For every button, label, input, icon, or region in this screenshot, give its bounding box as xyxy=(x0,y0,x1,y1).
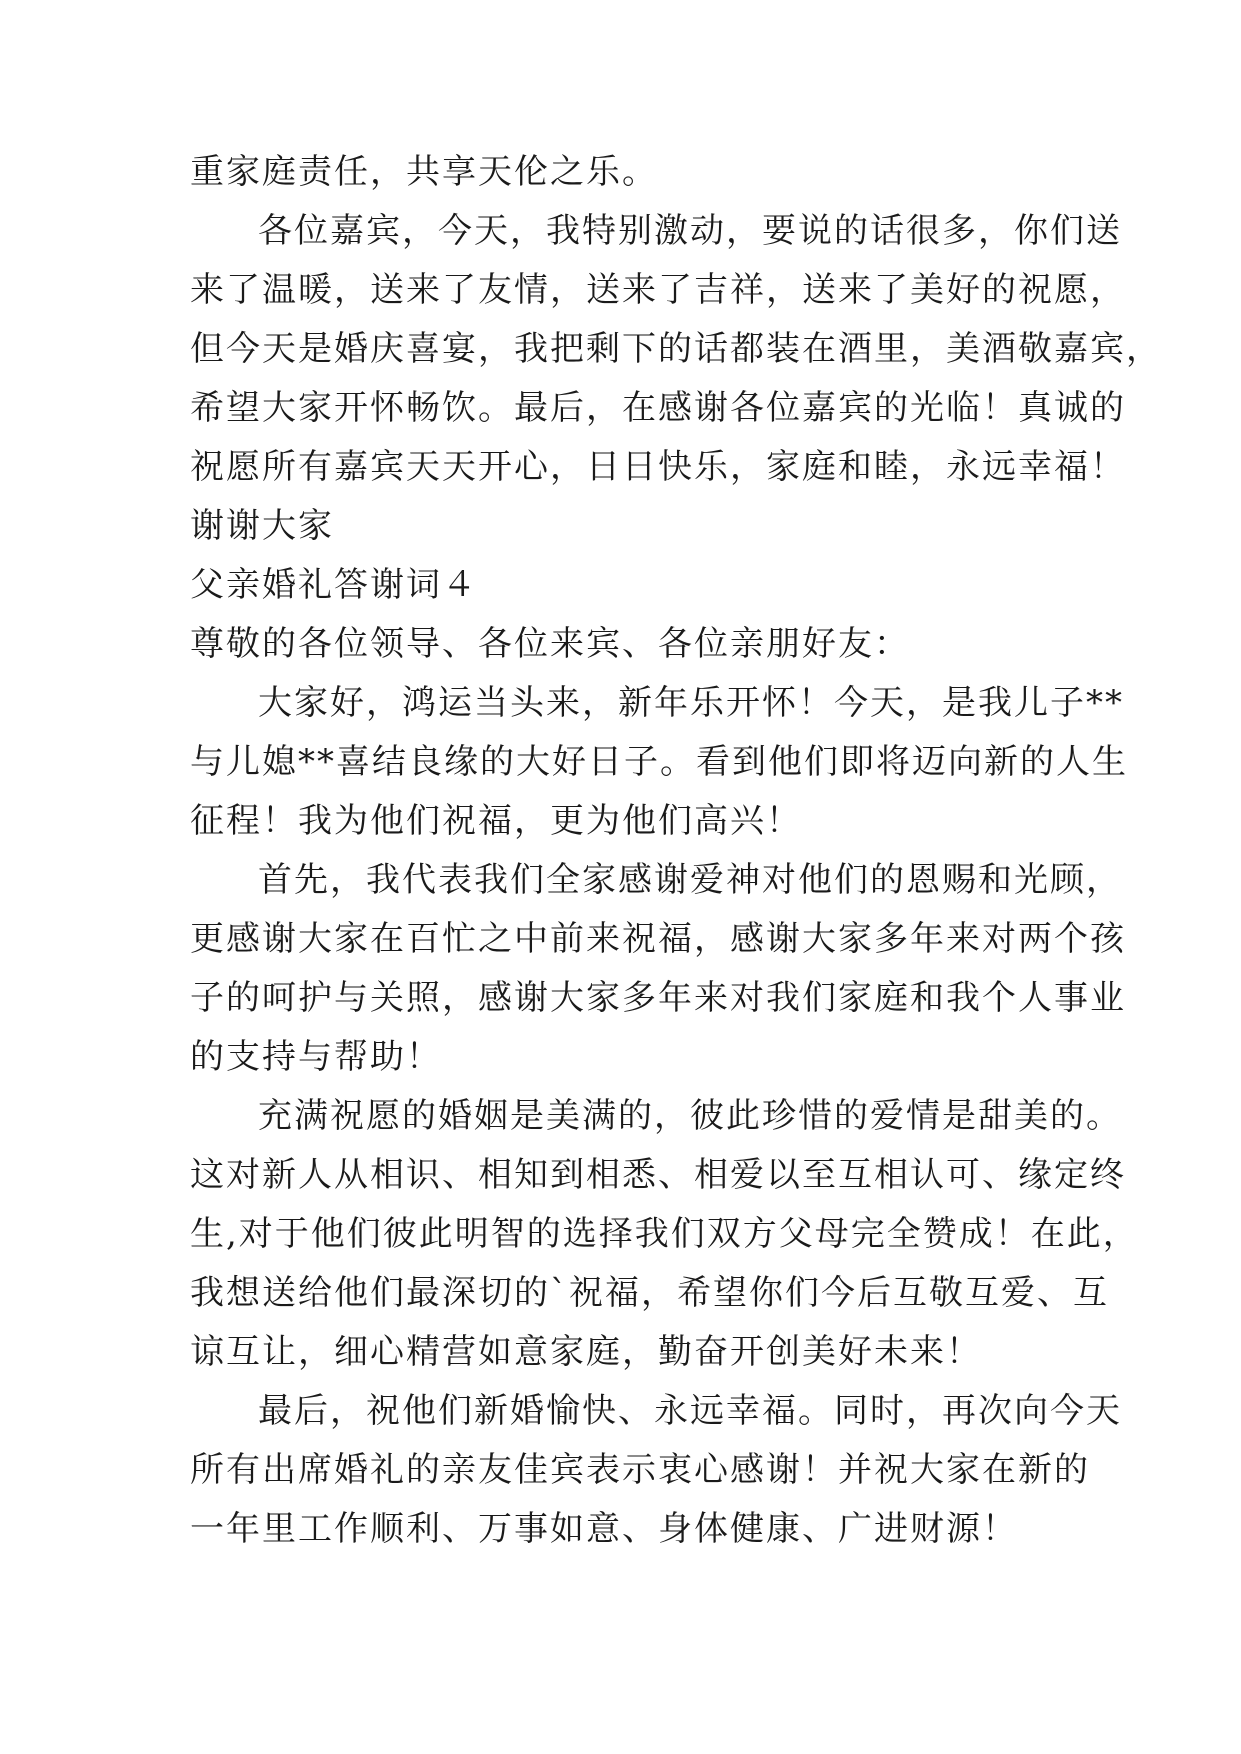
text-line: 子的呵护与关照，感谢大家多年来对我们家庭和我个人事业 xyxy=(190,978,1126,1018)
text-line: 祝愿所有嘉宾天天开心，日日快乐，家庭和睦，永远幸福！ xyxy=(190,447,1126,487)
text-line: 充满祝愿的婚姻是美满的，彼此珍惜的爱情是甜美的。 xyxy=(258,1096,1122,1136)
text-line: 首先，我代表我们全家感谢爱神对他们的恩赐和光顾， xyxy=(258,860,1122,900)
text-line: 各位嘉宾，今天，我特别激动，要说的话很多，你们送 xyxy=(258,211,1122,251)
text-line: 的支持与帮助！ xyxy=(190,1037,442,1077)
text-line: 更感谢大家在百忙之中前来祝福，感谢大家多年来对两个孩 xyxy=(190,919,1126,959)
text-line: 大家好，鸿运当头来，新年乐开怀！今天，是我儿子** xyxy=(258,683,1124,723)
text-line: 这对新人从相识、相知到相悉、相爱以至互相认可、缘定终 xyxy=(190,1155,1126,1195)
text-line: 征程！我为他们祝福，更为他们高兴！ xyxy=(190,801,802,841)
text-line: 谢谢大家 xyxy=(190,506,334,546)
text-line: 我想送给他们最深切的`祝福，希望你们今后互敬互爱、互 xyxy=(190,1273,1109,1313)
text-line: 生,对于他们彼此明智的选择我们双方父母完全赞成！在此， xyxy=(190,1214,1139,1254)
text-line: 但今天是婚庆喜宴，我把剩下的话都装在酒里，美酒敬嘉宾， xyxy=(190,329,1162,369)
text-line: 一年里工作顺利、万事如意、身体健康、广进财源！ xyxy=(190,1509,1018,1549)
text-line: 与儿媳**喜结良缘的大好日子。看到他们即将迈向新的人生 xyxy=(190,742,1128,782)
text-line: 希望大家开怀畅饮。最后，在感谢各位嘉宾的光临！真诚的 xyxy=(190,388,1126,428)
text-line: 所有出席婚礼的亲友佳宾表示衷心感谢！并祝大家在新的 xyxy=(190,1450,1090,1490)
text-line: 来了温暖，送来了友情，送来了吉祥，送来了美好的祝愿， xyxy=(190,270,1126,310)
section-heading: 父亲婚礼答谢词４ xyxy=(190,565,478,605)
text-line: 重家庭责任，共享天伦之乐。 xyxy=(190,152,658,192)
text-line: 最后，祝他们新婚愉快、永远幸福。同时，再次向今天 xyxy=(258,1391,1122,1431)
text-line: 谅互让，细心精营如意家庭，勤奋开创美好未来！ xyxy=(190,1332,982,1372)
salutation: 尊敬的各位领导、各位来宾、各位亲朋好友： xyxy=(190,624,910,664)
